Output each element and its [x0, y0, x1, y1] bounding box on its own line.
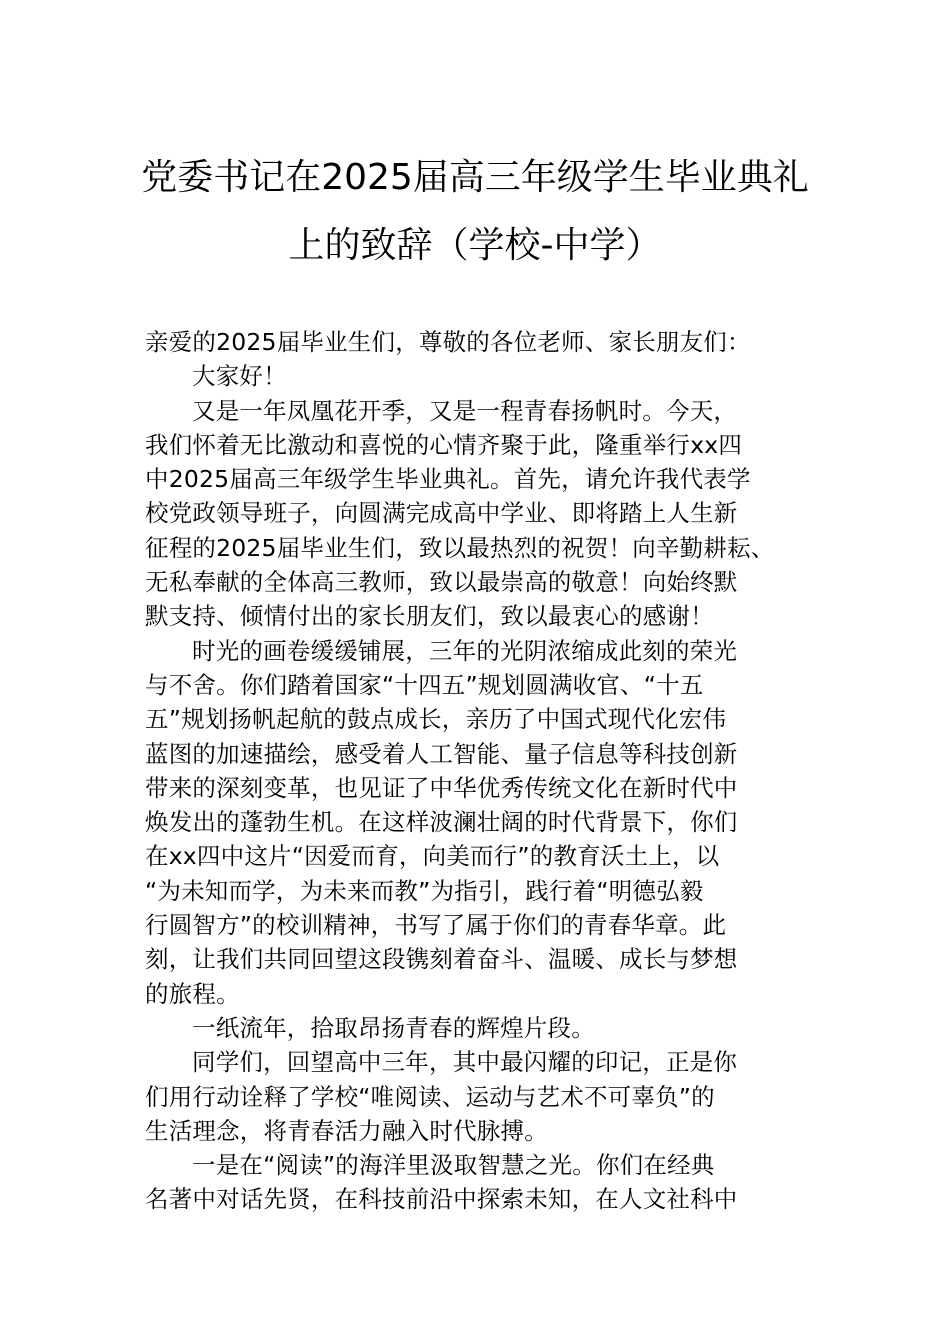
title-line-1: 党委书记在2025届高三年级学生毕业典礼 — [141, 157, 809, 198]
paragraph-opening: 又是一年凤凰花开季，又是一程青春扬帆时。今天， 我们怀着无比激动和喜悦的心情齐聚于此，隆重举行xx四 中2025届高三年级学生毕业典礼。首先，请允许我代表学 校党政领导班子，向圆满完成高中学业、即将踏上人生新 征程的2025届毕业生们，致以最热烈的祝贺！向辛勤耕耘、 无私奉献的全体高三教师，致以最崇高的敬意！向始终默 默支持、倾情付出的家长朋友们，致以最衷心的感谢！ — [145, 396, 775, 631]
title-line-2: 上的致辞（学校-中学） — [288, 225, 662, 266]
section-heading: 一纸流年，拾取昂扬青春的辉煌片段。 — [192, 1013, 595, 1042]
paragraph-time: 时光的画卷缓缓铺展，三年的光阴浓缩成此刻的荣光 与不舍。你们踏着国家“十四五”规划圆满收官、“十五 五”规划扬帆起航的鼓点成长，亲历了中国式现代化宏伟 蓝图的加速描绘，感受着人工智能、量子信息等科技创新 带来的深刻变革，也见证了中华优秀传统文化在新时代中 焕发出的蓬勃生机。在这样波澜壮阔的时代背景下，你们 在xx四中这片“因爱而育，向美而行”的教育沃土上，以 “为未知而学，为未来而教”为指引，践行着“明德弘毅 行圆智方”的校训精神，书写了属于你们的青春华章。此 刻，让我们共同回望这段镌刻着奋斗、温暖、成长与梦想 的旅程。 — [145, 636, 738, 1008]
paragraph-review: 同学们，回望高中三年，其中最闪耀的印记，正是你 们用行动诠释了学校“唯阅读、运动与艺术不可辜负”的 生活理念，将青春活力融入时代脉搏。 — [145, 1048, 738, 1145]
document-title — [0, 157, 950, 266]
paragraph-reading: 一是在“阅读”的海洋里汲取智慧之光。你们在经典 名著中对话先贤，在科技前沿中探索未知，在人文社科中 — [145, 1151, 738, 1214]
greeting: 大家好！ — [192, 362, 287, 391]
document-body — [145, 325, 810, 1217]
salutation: 亲爱的2025届毕业生们，尊敬的各位老师、家长朋友们： — [145, 328, 751, 356]
